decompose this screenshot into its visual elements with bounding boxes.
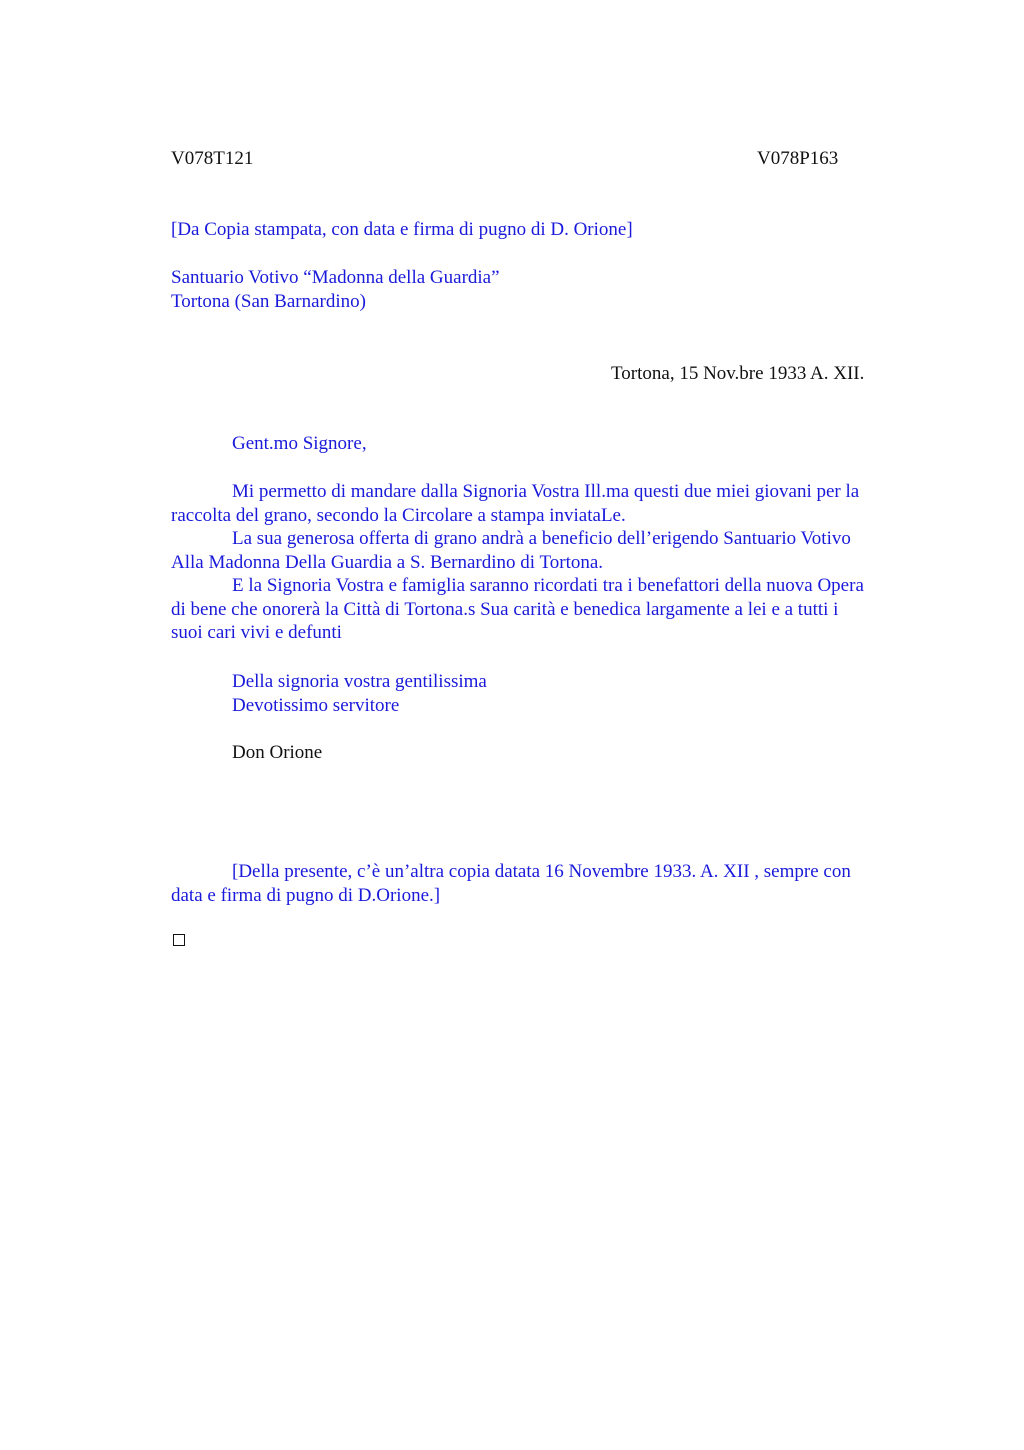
body-line: La sua generosa offerta di grano andrà a beneficio dell’erigendo Santuario Votivo [232,528,851,549]
date-line: Tortona, 15 Nov.bre 1933 A. XII. [611,363,865,384]
body-line: di bene che onorerà la Città di Tortona.s Sua carità e benedica largamente a lei e a tutti i [171,598,839,620]
letterhead-line-1: Santuario Votivo “Madonna della Guardia” [171,267,500,288]
body-line: E la Signoria Vostra e famiglia saranno ricordati tra i benefattori della nuova Opera [232,575,864,596]
letterhead [171,266,931,313]
empty-square-glyph [173,934,185,946]
letterhead-line-2: Tortona (San Barnardino) [171,290,366,312]
signature: Don Orione [232,742,323,763]
letter-body [171,480,931,645]
body-line: Mi permetto di mandare dalla Signoria Vostra Ill.ma questi due miei giovani per la [232,481,860,502]
closing-line-2: Devotissimo servitore [232,694,400,716]
document-code-right: V078P163 [757,148,839,169]
footnote [171,860,931,907]
salutation: Gent.mo Signore, [232,433,367,454]
closing-line-1: Della signoria vostra gentilissima [232,671,487,692]
body-line: raccolta del grano, secondo la Circolare a stampa inviataLe. [171,504,626,526]
footnote-line-1: [Della presente, c’è un’altra copia datata 16 Novembre 1933. A. XII , sempre con [232,861,851,882]
source-note: [Da Copia stampata, con data e firma di pugno di D. Orione] [171,219,633,240]
closing [171,670,931,717]
footnote-line-2: data e firma di pugno di D.Orione.] [171,884,441,906]
document-code-left: V078T121 [171,148,254,169]
body-line: suoi cari vivi e defunti [171,622,342,643]
body-line: Alla Madonna Della Guardia a S. Bernardino di Tortona. [171,551,604,573]
